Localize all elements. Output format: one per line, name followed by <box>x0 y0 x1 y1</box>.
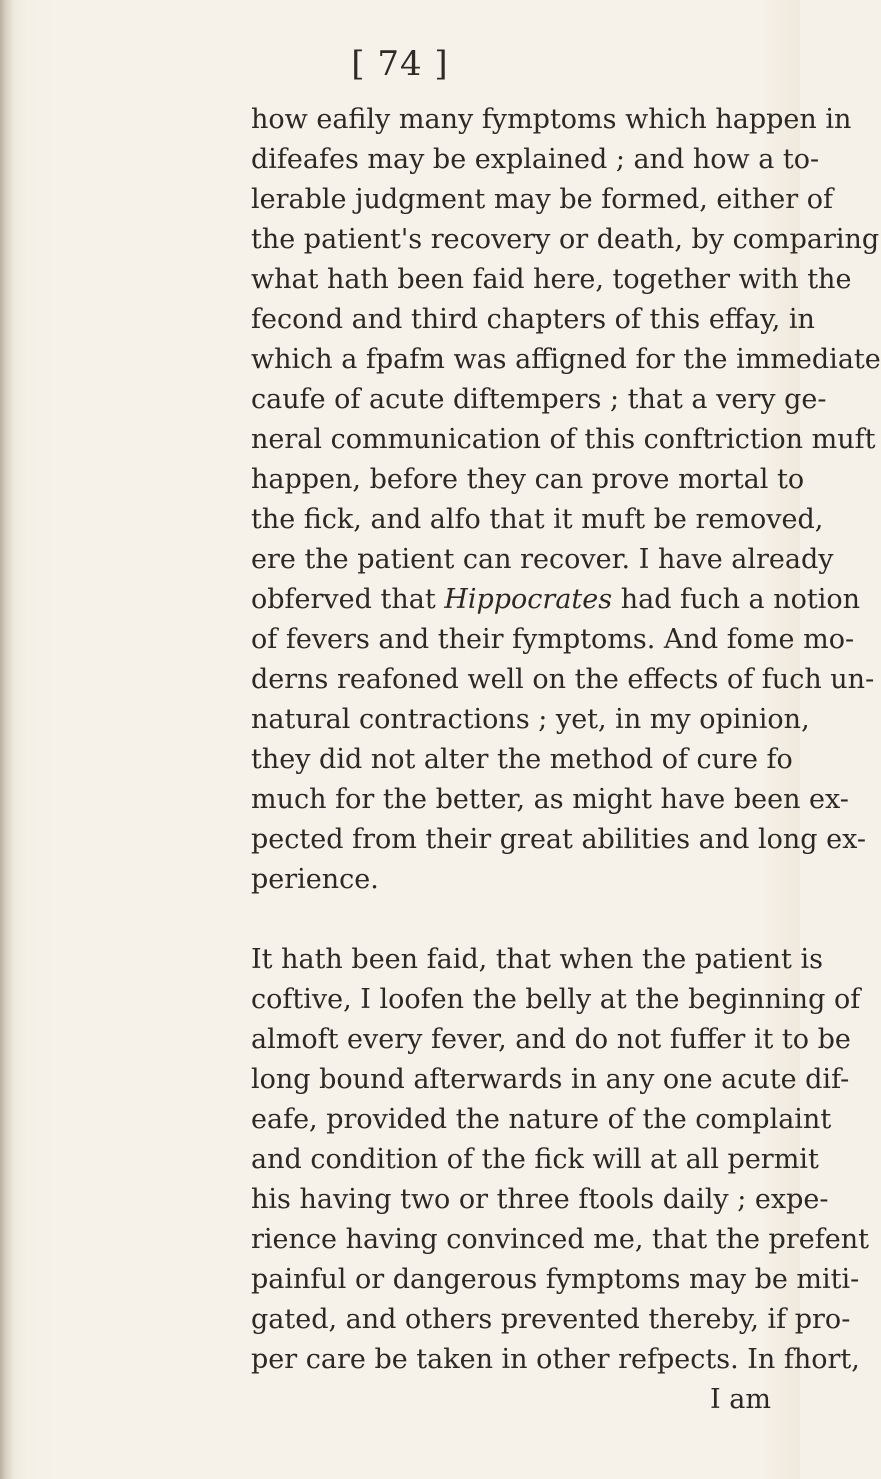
text-line: which a fpafm was affigned for the immediate <box>251 344 881 375</box>
text-line: how eafily many fymptoms which happen in <box>251 104 852 135</box>
text-line: what hath been faid here, together with the <box>251 264 852 295</box>
text-line: they did not alter the method of cure fo <box>251 744 793 775</box>
text-line: It hath been faid, that when the patient is <box>251 944 823 975</box>
text-line: lerable judgment may be formed, either of <box>251 184 833 215</box>
text-line: difeafes may be explained ; and how a to- <box>251 144 820 175</box>
text-line: much for the better, as might have been ex- <box>251 784 849 815</box>
text-line: the fick, and alfo that it muft be removed, <box>251 504 824 535</box>
text-line: caufe of acute diftempers ; that a very ge- <box>251 384 827 415</box>
page-binding-shadow <box>0 0 14 1479</box>
text-line: long bound afterwards in any one acute dif- <box>251 1064 850 1095</box>
text-line: of fevers and their fymptoms. And fome mo- <box>251 624 855 655</box>
text-line: fecond and third chapters of this effay, in <box>251 304 815 335</box>
text-line: obferved that Hippocrates had fuch a notion <box>251 584 860 615</box>
text-line: coftive, I loofen the belly at the beginning of <box>251 984 861 1015</box>
page-number: [ 74 ] <box>351 44 449 84</box>
catchword: I am <box>710 1384 771 1415</box>
paragraph-gap <box>251 900 771 940</box>
text-line: pected from their great abilities and long ex- <box>251 824 867 855</box>
text-line: almoft every fever, and do not fuffer it to be <box>251 1024 851 1055</box>
page-header <box>0 44 800 94</box>
text-line: rience having convinced me, that the prefent <box>251 1224 869 1255</box>
text-line: painful or dangerous fymptoms may be miti- <box>251 1264 860 1295</box>
text-line: per care be taken in other refpects. In fhort, <box>251 1344 860 1375</box>
text-line: eafe, provided the nature of the complaint <box>251 1104 832 1135</box>
body-text <box>251 100 881 1420</box>
italic-name: Hippocrates <box>444 584 613 615</box>
text-line: gated, and others prevented thereby, if pro- <box>251 1304 851 1335</box>
text-line: derns reafoned well on the effects of fuch un- <box>251 664 875 695</box>
text-line: the patient's recovery or death, by comparing <box>251 224 880 255</box>
paragraph-2 <box>251 940 869 1380</box>
text-line: perience. <box>251 864 379 895</box>
paragraph-1 <box>251 100 881 900</box>
text-line: natural contractions ; yet, in my opinion, <box>251 704 810 735</box>
text-line: ere the patient can recover. I have already <box>251 544 834 575</box>
text-line: neral communication of this conftriction muft <box>251 424 876 455</box>
text-line: his having two or three ftools daily ; expe- <box>251 1184 829 1215</box>
text-line: and condition of the fick will at all permit <box>251 1144 819 1175</box>
text-line: happen, before they can prove mortal to <box>251 464 805 495</box>
